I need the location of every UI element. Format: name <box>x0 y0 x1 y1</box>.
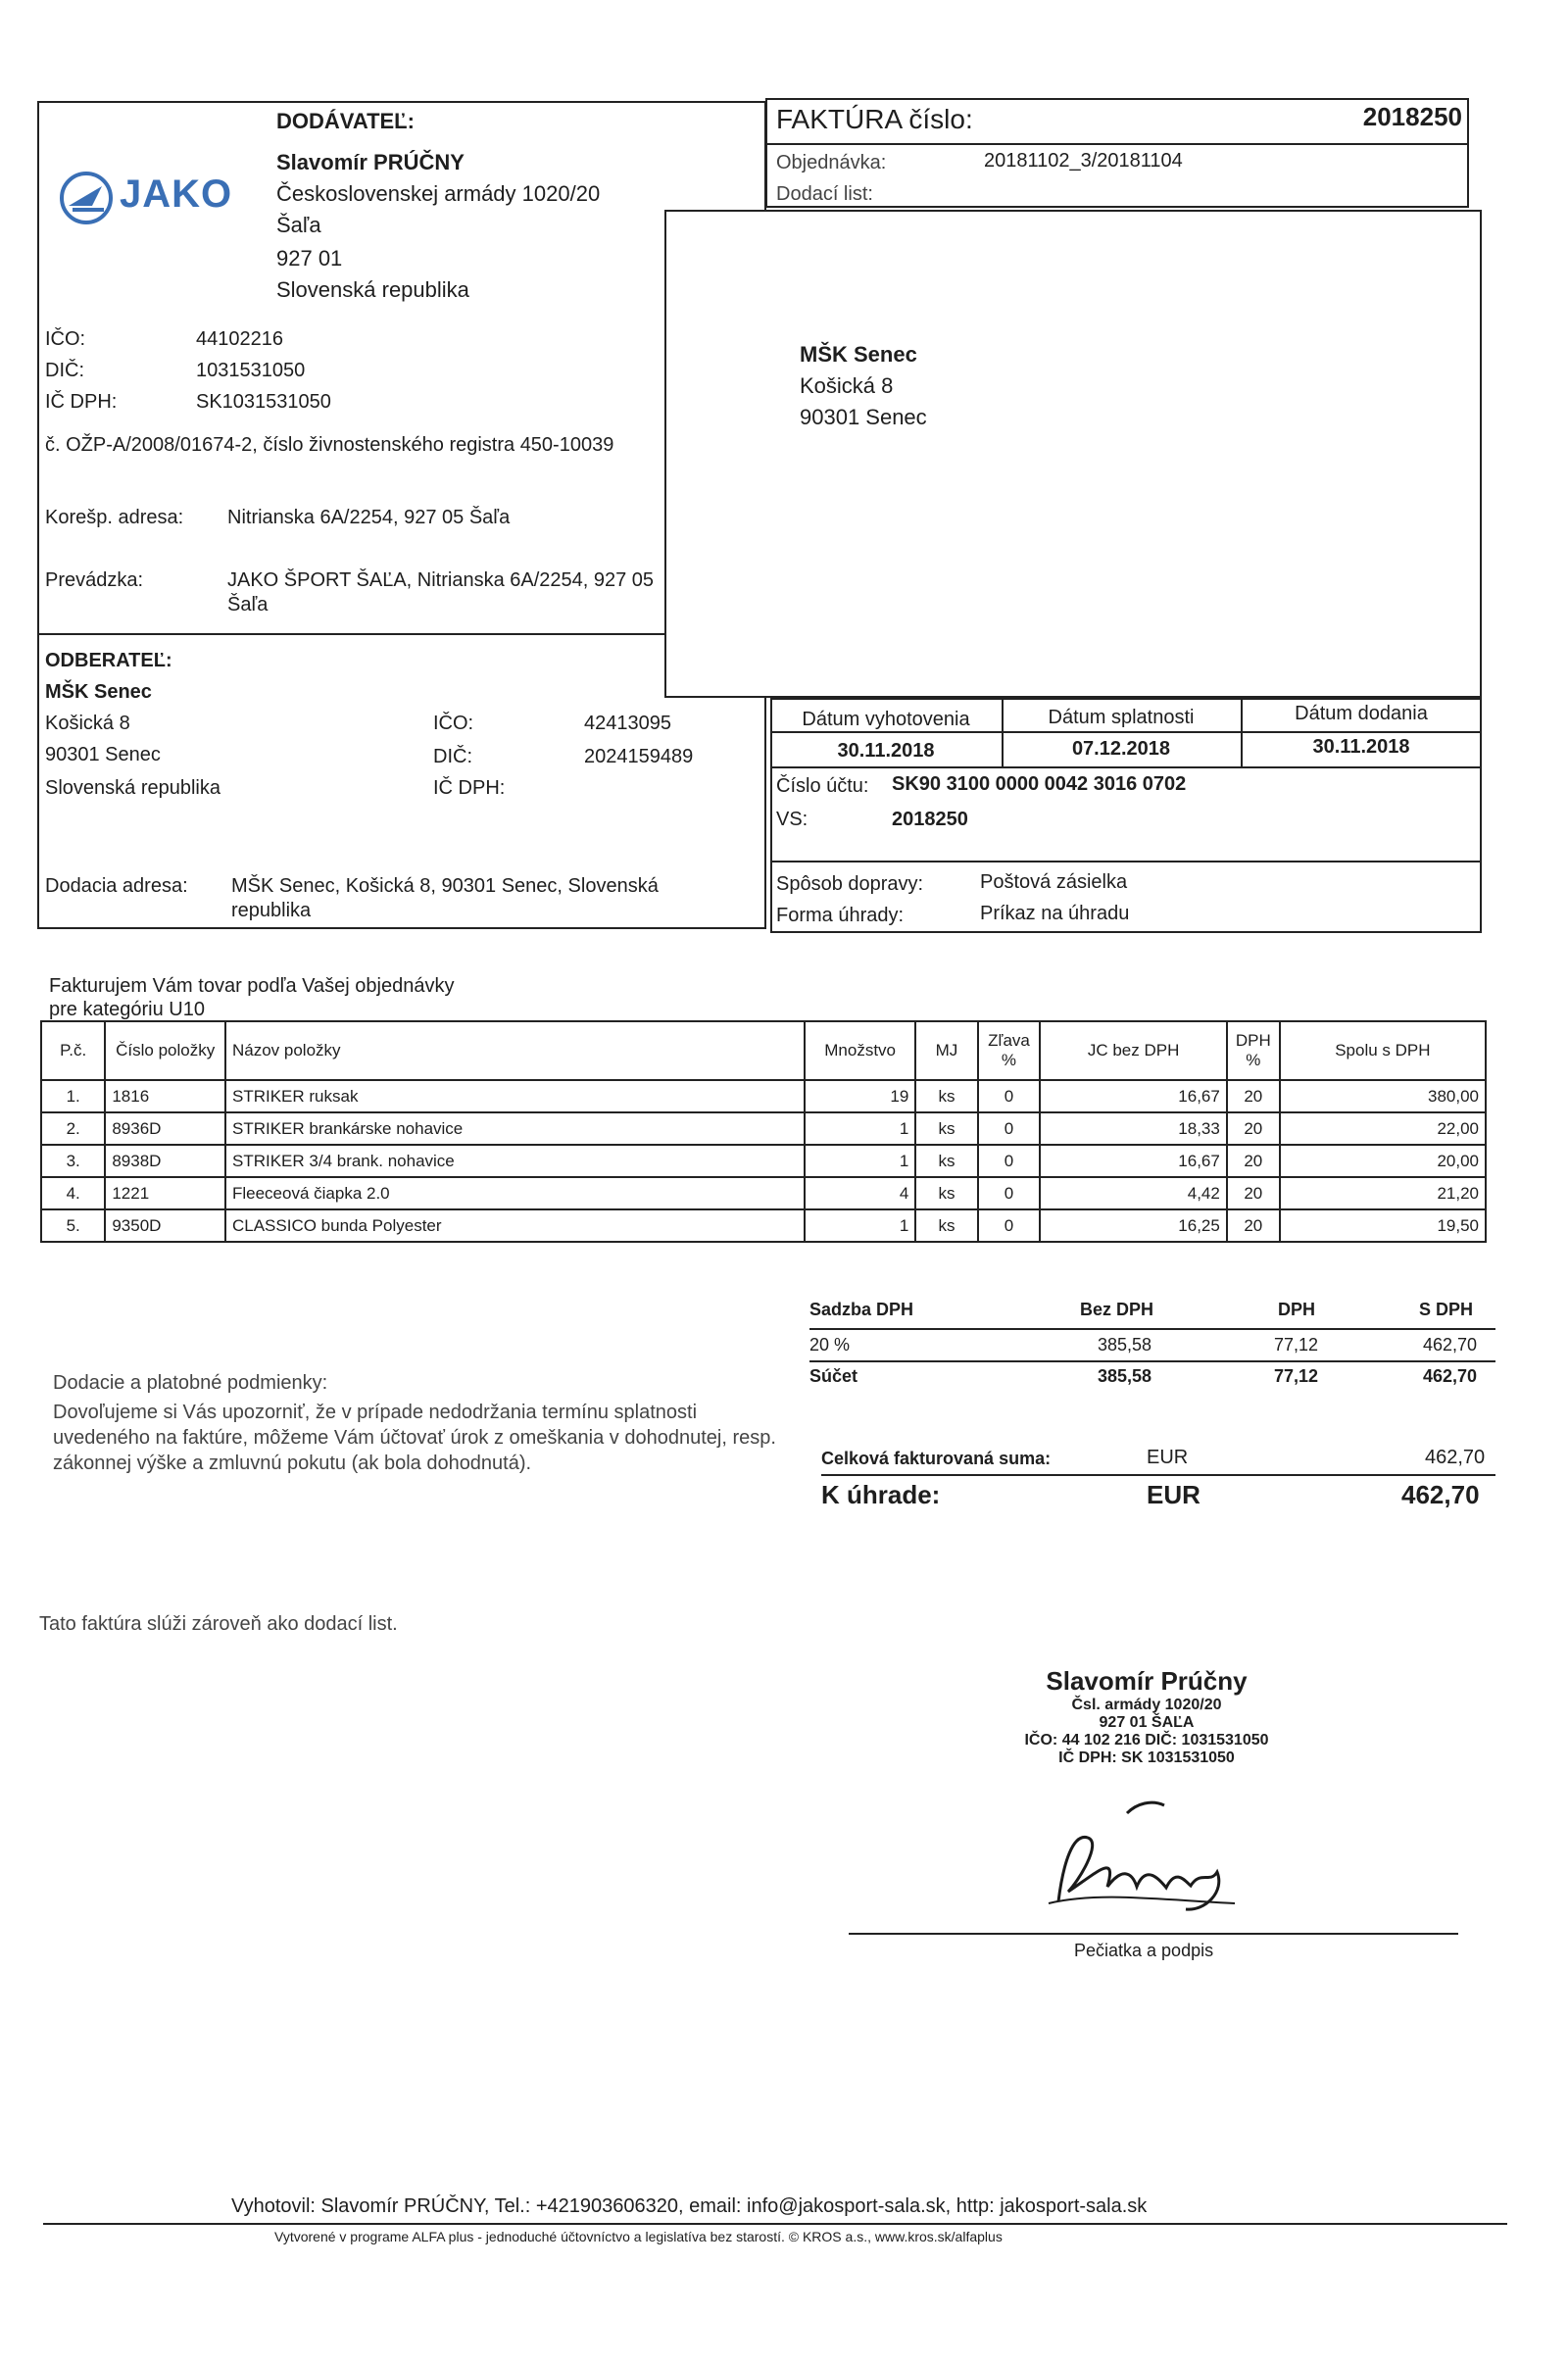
vat-sum-label: Súčet <box>809 1366 858 1386</box>
customer-ico-label: IČO: <box>433 713 474 734</box>
vat-h-total: S DPH <box>1419 1300 1474 1319</box>
row-unit: ks <box>915 1209 977 1242</box>
grand-total-value: 462,70 <box>1425 1447 1486 1468</box>
row-name: STRIKER 3/4 brank. nohavice <box>225 1145 805 1177</box>
supplier-icdph-label: IČ DPH: <box>45 391 118 413</box>
customer-dic: 2024159489 <box>584 746 694 767</box>
vat-total: 462,70 <box>1423 1335 1478 1355</box>
pay-value: 462,70 <box>1401 1480 1480 1509</box>
delivery-date-label: Dátum dodania <box>1295 703 1428 724</box>
customer-heading: ODBERATEĽ: <box>45 650 172 671</box>
row-name: STRIKER brankárske nohavice <box>225 1112 805 1145</box>
row-code: 1816 <box>105 1080 225 1112</box>
col-discount: Zľava % <box>978 1021 1041 1080</box>
vat-h-rate: Sadzba DPH <box>809 1300 914 1319</box>
footer-line-2: Vytvorené v programe ALFA plus - jednoduché účtovníctvo a legislatíva bez starostí. © KROS a.s., www.kros.sk/alfaplus <box>274 2229 1003 2244</box>
col-total: Spolu s DPH <box>1280 1021 1486 1080</box>
table-row <box>41 1145 1486 1177</box>
col-pc: P.č. <box>41 1021 105 1080</box>
recipient-city: 90301 Senec <box>800 405 927 429</box>
supplier-zip: 927 01 <box>276 246 343 271</box>
supplier-prevadzka: JAKO ŠPORT ŠAĽA, Nitrianska 6A/2254, 927 05 Šaľa <box>227 569 655 616</box>
vat-summary <box>809 1296 1495 1531</box>
row-code: 8938D <box>105 1145 225 1177</box>
grand-total-currency: EUR <box>1147 1447 1189 1468</box>
supplier-prevadzka-label: Prevádzka: <box>45 569 144 591</box>
supplier-name: Slavomír PRÚČNY <box>276 150 465 174</box>
supplier-street: Československej armády 1020/20 <box>276 181 601 206</box>
jako-logo-text: JAKO <box>120 172 233 216</box>
footer-rule <box>43 2223 1507 2225</box>
issue-date: 30.11.2018 <box>837 740 935 762</box>
supplier-city: Šaľa <box>276 213 321 237</box>
invoice-number: 2018250 <box>1362 102 1462 131</box>
signature-label: Pečiatka a podpis <box>1074 1941 1214 1960</box>
pay-currency: EUR <box>1147 1480 1200 1509</box>
row-discount: 0 <box>978 1080 1041 1112</box>
grand-total-line <box>821 1474 1495 1476</box>
row-qty: 19 <box>805 1080 915 1112</box>
row-vat: 20 <box>1227 1080 1280 1112</box>
stamp-line-3: IČO: 44 102 216 DIČ: 1031531050 <box>1024 1732 1269 1749</box>
customer-name: MŠK Senec <box>45 681 152 703</box>
row-unit-price: 16,25 <box>1040 1209 1226 1242</box>
vat-sum-base: 385,58 <box>1098 1366 1152 1386</box>
footer-line-1: Vyhotovil: Slavomír PRÚČNY, Tel.: +421903606320, email: info@jakosport-sala.sk, http: jakosport-sala.sk <box>231 2195 1148 2217</box>
company-stamp <box>960 1666 1333 1767</box>
row-unit: ks <box>915 1080 977 1112</box>
row-total: 19,50 <box>1280 1209 1486 1242</box>
row-discount: 0 <box>978 1209 1041 1242</box>
customer-city: 90301 Senec <box>45 744 161 765</box>
customer-street: Košická 8 <box>45 713 130 734</box>
row-vat: 20 <box>1227 1209 1280 1242</box>
vat-rate-line <box>809 1360 1495 1362</box>
row-pc: 2. <box>41 1112 105 1145</box>
customer-country: Slovenská republika <box>45 777 220 799</box>
signature-line <box>849 1933 1458 1935</box>
supplier-koresp-label: Korešp. adresa: <box>45 507 184 528</box>
row-unit: ks <box>915 1177 977 1209</box>
due-date-label: Dátum splatnosti <box>1048 707 1195 728</box>
vat-base: 385,58 <box>1098 1335 1152 1355</box>
row-name: Fleeceová čiapka 2.0 <box>225 1177 805 1209</box>
delivery-note-text: Tato faktúra slúži zároveň ako dodací list. <box>39 1613 398 1635</box>
table-row <box>41 1209 1486 1242</box>
handwritten-signature <box>1039 1794 1254 1931</box>
delivery-date: 30.11.2018 <box>1312 736 1410 758</box>
order-label: Objednávka: <box>776 152 887 173</box>
row-pc: 4. <box>41 1177 105 1209</box>
row-unit: ks <box>915 1112 977 1145</box>
row-name: CLASSICO bunda Polyester <box>225 1209 805 1242</box>
supplier-heading: DODÁVATEĽ: <box>276 109 415 133</box>
row-qty: 1 <box>805 1145 915 1177</box>
col-vat: DPH % <box>1227 1021 1280 1080</box>
row-unit-price: 16,67 <box>1040 1080 1226 1112</box>
vat-h-vat: DPH <box>1278 1300 1316 1319</box>
delivery-address-label: Dodacia adresa: <box>45 875 188 897</box>
jako-logo-icon <box>59 171 114 225</box>
vat-vat: 77,12 <box>1274 1335 1319 1355</box>
invoice-title: FAKTÚRA číslo: <box>776 104 973 134</box>
intro-line-1: Fakturujem Vám tovar podľa Vašej objednávky <box>49 975 455 997</box>
supplier-country: Slovenská republika <box>276 277 469 302</box>
delivery-address: MŠK Senec, Košická 8, 90301 Senec, Slovenská republika <box>231 875 659 921</box>
row-pc: 5. <box>41 1209 105 1242</box>
vat-h-base: Bez DPH <box>1080 1300 1154 1319</box>
customer-dic-label: DIČ: <box>433 746 472 767</box>
order-value: 20181102_3/20181104 <box>984 150 1183 172</box>
stamp-line-2: 927 01 ŠAĽA <box>1099 1714 1195 1731</box>
customer-icdph-label: IČ DPH: <box>433 777 506 799</box>
table-row <box>41 1177 1486 1209</box>
jako-logo <box>59 167 245 225</box>
account-number: SK90 3100 0000 0042 3016 0702 <box>892 773 1187 795</box>
supplier-icdph: SK1031531050 <box>196 391 331 413</box>
row-unit-price: 16,67 <box>1040 1145 1226 1177</box>
grand-total-label: Celková fakturovaná suma: <box>821 1449 1052 1468</box>
row-code: 1221 <box>105 1177 225 1209</box>
vat-sum-vat: 77,12 <box>1274 1366 1319 1386</box>
transport-value: Poštová zásielka <box>980 871 1128 893</box>
row-discount: 0 <box>978 1177 1041 1209</box>
col-code: Číslo položky <box>105 1021 225 1080</box>
row-discount: 0 <box>978 1112 1041 1145</box>
recipient-window <box>664 210 1482 698</box>
table-row <box>41 1112 1486 1145</box>
customer-divider <box>37 633 664 635</box>
supplier-dic: 1031531050 <box>196 360 306 381</box>
items-table <box>40 1020 1487 1243</box>
row-total: 20,00 <box>1280 1145 1486 1177</box>
row-code: 8936D <box>105 1112 225 1145</box>
vat-rate: 20 % <box>809 1335 851 1355</box>
stamp-name: Slavomír Prúčny <box>1046 1666 1248 1696</box>
issue-date-label: Dátum vyhotovenia <box>802 709 970 730</box>
pay-label: K úhrade: <box>821 1480 941 1509</box>
items-table-header <box>41 1021 1486 1080</box>
row-unit-price: 18,33 <box>1040 1112 1226 1145</box>
table-row <box>41 1080 1486 1112</box>
dates-frame <box>770 698 1482 933</box>
terms-title: Dodacie a platobné podmienky: <box>53 1372 328 1394</box>
invoice-title-divider <box>765 143 1469 145</box>
row-discount: 0 <box>978 1145 1041 1177</box>
stamp-line-1: Čsl. armády 1020/20 <box>1071 1697 1222 1713</box>
row-name: STRIKER ruksak <box>225 1080 805 1112</box>
row-qty: 4 <box>805 1177 915 1209</box>
terms-text: Dovoľujeme si Vás upozorniť, že v prípade nedodržania termínu splatnosti uvedeného na faktúre, môžeme Vám účtovať úrok z omeškania v dohodnutej, resp. zákonnej výške a zmluvnú pokutu (ak bola dohodnutá). <box>53 1402 776 1474</box>
due-date: 07.12.2018 <box>1071 738 1171 760</box>
row-unit-price: 4,42 <box>1040 1177 1226 1209</box>
row-vat: 20 <box>1227 1112 1280 1145</box>
row-unit: ks <box>915 1145 977 1177</box>
row-qty: 1 <box>805 1209 915 1242</box>
supplier-dic-label: DIČ: <box>45 360 84 381</box>
row-vat: 20 <box>1227 1177 1280 1209</box>
row-total: 380,00 <box>1280 1080 1486 1112</box>
row-code: 9350D <box>105 1209 225 1242</box>
delivery-note-label: Dodací list: <box>776 183 873 205</box>
row-total: 22,00 <box>1280 1112 1486 1145</box>
vat-sum-total: 462,70 <box>1423 1366 1478 1386</box>
row-qty: 1 <box>805 1112 915 1145</box>
row-total: 21,20 <box>1280 1177 1486 1209</box>
vs-label: VS: <box>776 809 808 830</box>
col-name: Názov položky <box>225 1021 805 1080</box>
supplier-ico: 44102216 <box>196 328 283 350</box>
payment-divider <box>770 861 1482 862</box>
supplier-ico-label: IČO: <box>45 328 86 350</box>
payment-method-value: Príkaz na úhradu <box>980 903 1130 924</box>
row-pc: 3. <box>41 1145 105 1177</box>
stamp-line-4: IČ DPH: SK 1031531050 <box>1058 1749 1235 1766</box>
intro-line-2: pre kategóriu U10 <box>49 999 205 1020</box>
col-unit: MJ <box>915 1021 977 1080</box>
vs-value: 2018250 <box>892 809 968 830</box>
supplier-registry-note: č. OŽP-A/2008/01674-2, číslo živnostenského registra 450-10039 <box>45 434 614 456</box>
row-vat: 20 <box>1227 1145 1280 1177</box>
recipient-name: MŠK Senec <box>800 342 917 367</box>
row-pc: 1. <box>41 1080 105 1112</box>
col-unit-price: JC bez DPH <box>1040 1021 1226 1080</box>
supplier-koresp: Nitrianska 6A/2254, 927 05 Šaľa <box>227 507 511 528</box>
transport-label: Spôsob dopravy: <box>776 873 924 895</box>
vat-header-line <box>809 1328 1495 1330</box>
account-label: Číslo účtu: <box>776 775 869 797</box>
recipient-street: Košická 8 <box>800 373 894 398</box>
col-qty: Množstvo <box>805 1021 915 1080</box>
payment-method-label: Forma úhrady: <box>776 905 905 926</box>
customer-ico: 42413095 <box>584 713 671 734</box>
dates-value-line <box>770 766 1482 768</box>
